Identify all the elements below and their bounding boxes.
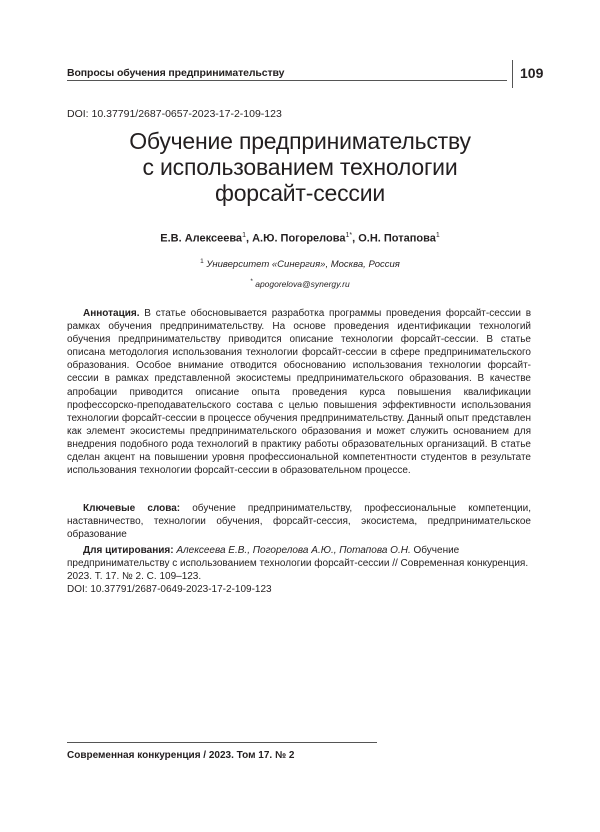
email-address[interactable]: apogorelova@synergy.ru — [255, 278, 350, 289]
article-title — [60, 128, 540, 206]
keywords-text: обучение предпринимательству, профессиональные компетенции, наставничество, технологии обучения, форсайт-сессия, экосистема, предпринимательское образование — [67, 503, 531, 541]
author-affiliation-mark: 1 — [435, 232, 440, 239]
footer-rule — [67, 742, 377, 743]
title-line-1: Обучение предпринимательству — [129, 128, 471, 154]
abstract-label: Аннотация. — [83, 308, 140, 319]
author-name: О.Н. Потапова — [358, 232, 436, 245]
author-affiliation-mark: 1* — [345, 232, 353, 239]
journal-footer: Современная конкуренция / 2023. Том 17. № 2 — [67, 750, 295, 761]
header-rule — [67, 80, 507, 81]
affiliation-mark: 1 — [200, 258, 204, 265]
header-vertical-rule — [512, 60, 513, 88]
affiliation — [60, 258, 540, 270]
citation-label: Для цитирования: — [83, 545, 174, 556]
author-name: А.Ю. Погорелова — [252, 232, 346, 245]
abstract — [67, 307, 531, 477]
email-mark: * — [250, 278, 253, 285]
corresponding-email — [60, 278, 540, 289]
keywords — [67, 502, 531, 541]
article-doi: DOI: 10.37791/2687-0657-2023-17-2-109-123 — [67, 108, 282, 120]
author-affiliation-mark: 1 — [242, 232, 246, 239]
page-number: 109 — [520, 65, 544, 81]
citation-text: Обучение предпринимательству с использованием технологии форсайт-сессии // Современная конкуренция. 2023. Т. 17. № 2. С. 109–123. — [67, 545, 529, 583]
citation-authors: Алексеева Е.В., Погорелова А.Ю., Потапова О.Н. — [176, 545, 411, 556]
abstract-text: В статье обосновывается разработка программы проведения форсайт-сессии в рамках обучения предпринимательству. На основе проведения идентификации технологий обучения предпринимательству приводится описание технологии форсайт-сессии. В статье описана методология использования технологии форсайт-сессии в сфере предпринимательского образования. Особое внимание отводится обоснованию использования технологии форсайт-сессии в рамках представленной экосистемы предпринимательского образования. В качестве апробации приводится описание опыта проведения курса повышения квалификации профессорско-преподавательского состава с целью повышения эффективности использования технологии форсайт-сессии в процессе обучения предпринимательству. Данный опыт представлен как элемент экосистемы предпринимательского образования и может служить основанием для внедрения подобного рода технологий в практику работы образовательных организаций. В статье сделан акцент на повышении уровня профессиональной компетентности студентов в результате использования технологии форсайт-сессии в образовательном процессе. — [67, 308, 531, 477]
keywords-label: Ключевые слова: — [83, 503, 181, 514]
affiliation-text: Университет «Синергия», Москва, Россия — [206, 259, 400, 271]
running-head: Вопросы обучения предпринимательству — [67, 67, 285, 79]
title-line-2: с использованием технологии — [142, 154, 458, 180]
author-name: Е.В. Алексеева — [160, 232, 243, 245]
title-line-3: форсайт-сессии — [214, 180, 386, 206]
citation-doi: DOI: 10.37791/2687-0649-2023-17-2-109-123 — [67, 584, 272, 596]
citation — [67, 544, 531, 596]
author-list: Е.В. Алексеева$^1$, А.Ю. Погорелова$^{1*}$, О.Н. Потапова$^1$ — [160, 232, 440, 245]
